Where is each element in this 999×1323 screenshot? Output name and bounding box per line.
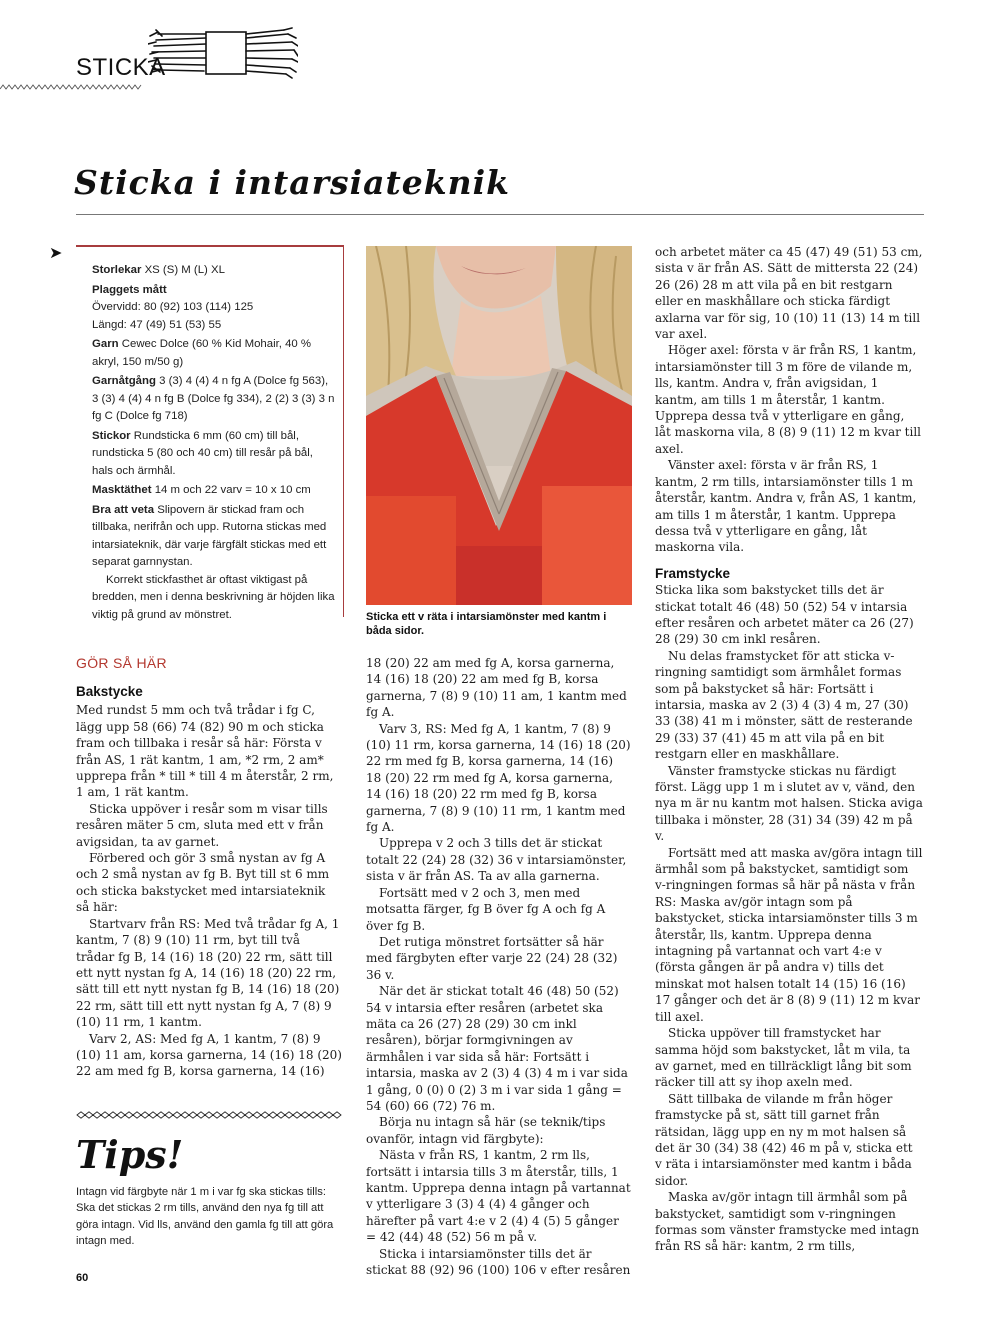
page-number: 60	[76, 1272, 89, 1284]
paragraph: Nu delas framstycket för att sticka v-ringning samtidigt som ärmhålet formas som på bakstycket så här: Fortsätt i intarsia, maska av 2 (3) 4 (3) 4 m, 27 (30) 33 (38) 41 m i mönster, sätt de resterande 29 (33) 37 (41) 45 m att vila på en bit restgarn eller en maskhållare.	[655, 648, 913, 762]
fact-measurements: Plaggets mått Övervidd: 80 (92) 103 (114) 125 Längd: 47 (49) 51 (53) 55	[92, 283, 254, 331]
paragraph: Startvarv från RS: Med två trådar fg A, 1 kantm, 7 (8) 9 (10) 11 rm, byt till två trådar fg B, 14 (16) 18 (20) 22 rm, sätt till ett nytt nystan fg A, 14 (16) 18 (20) 22 rm, sätt till ett nytt nystan fg B, 14 (16) 18 (20) 22 rm, sätt till ett nytt nystan fg A, 7 (8) 9 (10) 11 rm, 1 kantm.	[76, 916, 340, 1030]
back-piece-heading: Bakstycke	[76, 684, 143, 699]
fact-yarn-amount: Garnåtgång 3 (3) 4 (4) 4 n fg A (Dolce fg 563), 3 (3) 4 (4) 4 n fg B (Dolce fg 334), 2 (2) 3 (3) 3 n fg C (Dolce fg 718)	[92, 375, 335, 422]
paragraph: Sticka lika som bakstycket tills det är stickat totalt 46 (48) 50 (52) 54 v intarsia efter resåren och arbetet mäter ca 26 (27) 28 (29) 30 cm inkl resåren.	[655, 583, 914, 647]
paragraph: Sticka i intarsiamönster tills det är stickat 88 (92) 96 (100) 106 v efter resåren	[366, 1246, 631, 1278]
page-title: Sticka i intarsiateknik	[74, 163, 510, 202]
paragraph: Varv 2, AS: Med fg A, 1 kantm, 7 (8) 9 (10) 11 am, korsa garnerna, 14 (16) 18 (20) 22 am med fg B, korsa garnerna, 14 (16)	[76, 1031, 342, 1079]
diamond-divider	[76, 1111, 344, 1119]
fact-good-to-know: Bra att veta Slipovern är stickad fram och tillbaka, nerifrån och upp. Rutorna stickas med intarsiateknik, där varje färgfält stickas med ett separat garnnystan. Korrekt stickfasthet är oftast viktigast på bredden, men i denna beskrivning är höjden lika viktig på grund av mönstret.	[92, 503, 335, 621]
pattern-facts-box	[76, 245, 344, 621]
front-piece-heading: Framstycke	[655, 565, 731, 581]
sweater-vest-photo	[366, 246, 632, 605]
fact-gauge: Masktäthet 14 m och 22 varv = 10 x 10 cm	[92, 484, 311, 496]
instructions-column-1	[76, 684, 342, 1080]
paragraph: Vänster axel: första v är från RS, 1 kantm, 2 rm tills, intarsiamönster tills 1 m återstår, kantm. Andra v, från AS, 1 kantm, am tills 1 m återstår, 1 kantm. Upprepa dessa två v ytterligare en gång, låt maskorna vila.	[655, 458, 917, 555]
instructions-column-3	[655, 244, 923, 1255]
fact-needles: Stickor Rundsticka 6 mm (60 cm) till bål, rundsticka 5 (80 och 40 cm) till resår på bål, hals och ärmhål.	[92, 429, 313, 477]
fact-yarn: Garn Cewec Dolce (60 % Kid Mohair, 40 % akryl, 150 m/50 g)	[92, 338, 312, 368]
paragraph: Fortsätt med v 2 och 3, men med motsatta färger, fg B över fg A och fg A över fg B.	[366, 885, 606, 933]
title-divider	[76, 214, 924, 215]
paragraph: Sticka uppöver till framstycket har samma höjd som bakstycket, låt m vila, ta av garnet, med en tillräckligt lång bit som räcker till att sy ihop axeln med.	[655, 1026, 912, 1090]
paragraph: Det rutiga mönstret fortsätter så här med färgbyten efter varje 22 (24) 28 (32) 36 v.	[366, 934, 618, 982]
tips-text: Intagn vid färgbyte när 1 m i var fg ska stickas tills: Ska det stickas 2 rm tills, använd den nya fg till att göra intagn. Vid lls, använd den gamla fg till att göra intagn med.	[76, 1186, 334, 1248]
paragraph: Börja nu intagn så här (se teknik/tips ovanför, intagn vid färgbyte):	[366, 1115, 606, 1146]
paragraph: Varv 3, RS: Med fg A, 1 kantm, 7 (8) 9 (10) 11 rm, korsa garnerna, 14 (16) 18 (20) 22 rm med fg B, korsa garnerna, 14 (16) 18 (20) 22 rm med fg A, korsa garnerna, 14 (16) 18 (20) 22 rm med fg B, korsa garnerna, 7 (8) 9 (10) 11 rm, 1 kantm med fg A.	[366, 721, 631, 835]
section-label: STICKA	[76, 54, 166, 81]
paragraph: Nästa v från RS, 1 kantm, 2 rm lls, fortsätt i intarsia tills 3 m återstår, tills, 1 kantm. Upprepa denna intagn på vartannat v ytterligare 3 (3) 4 (4) 4 gånger och härefter på vart 4:e v 2 (4) 4 (5) 5 gånger = 42 (44) 48 (52) 56 m på v.	[366, 1148, 631, 1245]
paragraph: och arbetet mäter ca 45 (47) 49 (51) 53 cm, sista v är från AS. Sätt de mittersta 22 (24) 26 (26) 28 m att vila på en bit restgarn eller en maskhållare och sticka färdigt axlarna var för sig, 10 (10) 11 (13) 14 m till var axel.	[655, 245, 923, 342]
instructions-column-2	[366, 655, 632, 1278]
paragraph: Höger axel: första v är från RS, 1 kantm, intarsiamönster till 3 m före de vilande m, lls, kantm. Andra v, från avigsidan, 1 kantm, am tills 1 m återstår, 1 kantm. Upprepa dessa två v ytterligare en gång, låt maskorna vila, 8 (8) 9 (11) 12 m kvar till axel.	[655, 343, 922, 456]
paragraph: Med rundst 5 mm och två trådar i fg C, lägg upp 58 (66) 74 (82) 90 m och sticka fram och tillbaka i resår så här: Första v från AS, 1 rät kantm, 1 am, *2 rm, 2 am* upprepa från * till * till 4 m återstår, 2 rm, 1 am, 1 rät kantm.	[76, 703, 334, 800]
photo-caption: Sticka ett v räta i intarsiamönster med kantm i båda sidor.	[366, 611, 607, 637]
paragraph: Maska av/gör intagn till ärmhål som på bakstycket, samtidigt som v-ringningen formas som vänster framstycke med intagn från RS så här: kantm, 2 rm tills,	[655, 1190, 920, 1254]
paragraph: 18 (20) 22 am med fg A, korsa garnerna, 14 (16) 18 (20) 22 am med fg B, korsa garnerna, 7 (8) 9 (10) 11 am, 1 kantm med fg A.	[366, 656, 627, 720]
paragraph: När det är stickat totalt 46 (48) 50 (52) 54 v intarsia efter resåren (arbetet ska mäta ca 26 (27) 28 (29) 30 cm inkl resåren), börjar formgivningen av ärmhålen i var sida så här: Fortsätt i intarsia, maska av 2 (3) 4 (3) 4 m i var sida 1 gång, 0 (0) 0 (2) 3 m i var sida 1 gång = 54 (60) 66 (72) 76 m.	[366, 984, 628, 1113]
arrow-icon: ➤	[49, 243, 63, 262]
paragraph: Vänster framstycke stickas nu färdigt först. Lägg upp 1 m i slutet av v, vänd, den nya m är nu kantm mot halsen. Sticka aviga tillbaka i mönster, 28 (31) 34 (39) 42 m på v.	[655, 763, 923, 844]
tips-heading: Tips!	[76, 1132, 184, 1177]
yarn-skein-icon	[148, 26, 298, 80]
paragraph: Fortsätt med att maska av/göra intagn till ärmhål som på bakstycket, samtidigt som v-ringningen formas så här på nästa v från RS: Maska av/gör intagn som på bakstycket, sticka intarsiamönster tills 3 m återstår, lls, kantm. Upprepa denna intagning på vartannat och vart 4:e v (första gången är på andra v) tills det minskat mot halsen totalt 14 (15) 16 (16) 17 gånger och det är 8 (8) 9 (11) 12 m kvar till axel.	[655, 845, 923, 1024]
paragraph: Upprepa v 2 och 3 tills det är stickat totalt 22 (24) 28 (32) 36 v intarsiamönster, sista v är från AS. Ta av alla garnerna.	[366, 836, 627, 884]
paragraph: Sätt tillbaka de vilande m från höger framstycke på st, sätt till garnet från rätsidan, lägg upp en ny m mot halsen så det är 30 (34) 38 (42) 46 m på v, sticka ett v räta i intarsiamönster med kantm i båda sidor.	[655, 1091, 913, 1188]
fact-sizes: Storlekar XS (S) M (L) XL	[92, 264, 225, 276]
paragraph: Sticka uppöver i resår som m visar tills resåren mäter 5 cm, sluta med ett v från avigsidan, ta av garnet.	[76, 801, 328, 849]
zigzag-divider	[0, 84, 142, 90]
how-to-heading: GÖR SÅ HÄR	[76, 655, 167, 671]
paragraph: Förbered och gör 3 små nystan av fg A och 2 små nystan av fg B. Byt till st 6 mm och sticka bakstycket med intarsiateknik så här:	[76, 851, 330, 915]
